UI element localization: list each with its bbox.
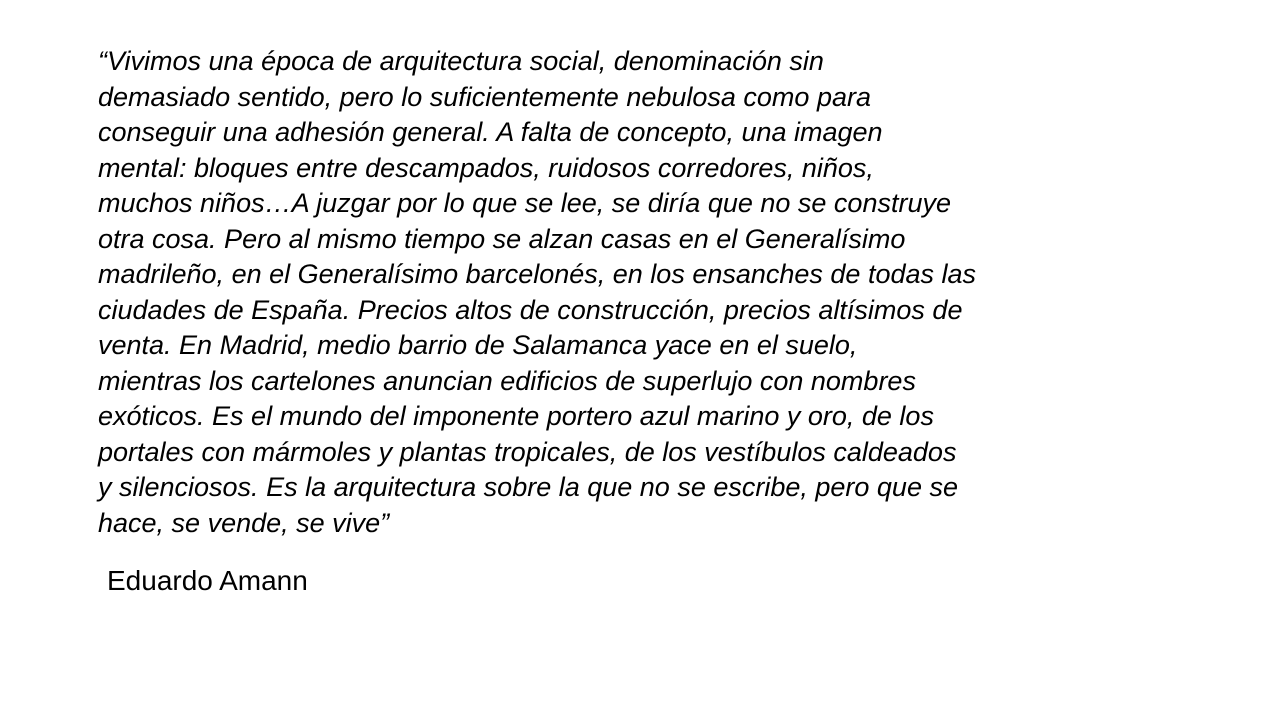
quote-line: hace, se vende, se vive”: [98, 507, 390, 538]
quote-line: demasiado sentido, pero lo suficientemente nebulosa como para: [98, 81, 871, 112]
quote-line: venta. En Madrid, medio barrio de Salamanca yace en el suelo,: [98, 330, 858, 360]
quote-line: exóticos. Es el mundo del imponente portero azul marino y oro, de los: [98, 401, 934, 431]
quote-line: mental: bloques entre descampados, ruidosos corredores, niños,: [98, 152, 874, 183]
quote-author: Eduardo Amann: [107, 565, 308, 596]
quote-line: conseguir una adhesión general. A falta de concepto, una imagen: [98, 117, 883, 147]
quote-line: ciudades de España. Precios altos de construcción, precios altísimos de: [98, 294, 963, 325]
quote-line: muchos niños…A juzgar por lo que se lee, se diría que no se construye: [98, 188, 951, 218]
quote-line: “Vivimos una época de arquitectura social, denominación sin: [98, 46, 824, 76]
quote-text: [98, 44, 1198, 541]
quote-line: madrileño, en el Generalísimo barcelonés, en los ensanches de todas las: [98, 259, 977, 289]
quote-line: otra cosa. Pero al mismo tiempo se alzan casas en el Generalísimo: [98, 223, 906, 254]
quote-line: portales con mármoles y plantas tropicales, de los vestíbulos caldeados: [98, 436, 957, 467]
quote-line: mientras los cartelones anuncian edificios de superlujo con nombres: [98, 365, 916, 396]
quote-line: y silenciosos. Es la arquitectura sobre la que no se escribe, pero que se: [98, 472, 958, 502]
